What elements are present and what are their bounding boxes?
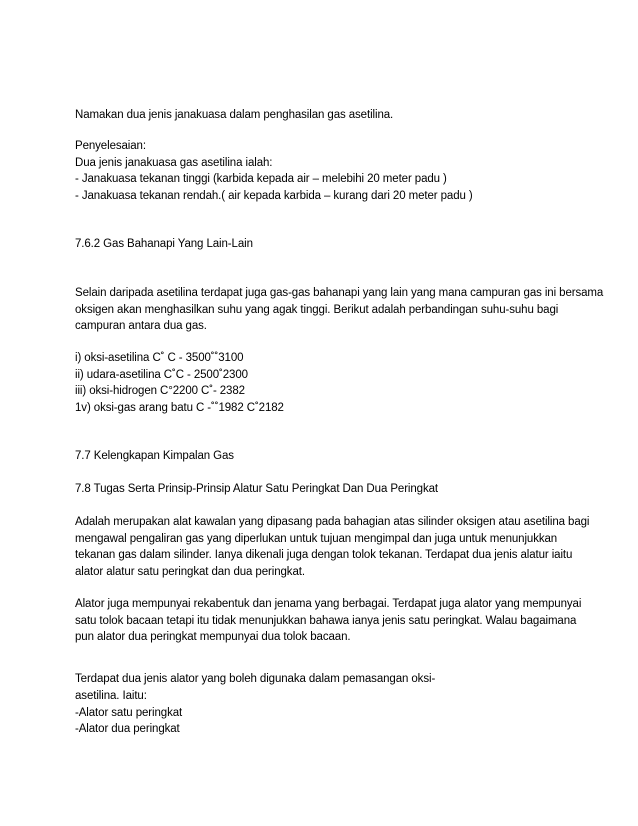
solution-intro: Dua jenis janakuasa gas asetilina ialah:	[75, 157, 273, 169]
solution-heading: Penyelesaian:	[75, 140, 146, 152]
section-762-paragraph-line: campuran antara dua gas.	[75, 320, 207, 332]
temperature-list-item: iii) oksi-hidrogen C°2200 C˚- 2382	[75, 385, 245, 397]
section-78-paragraph1-line: alator alatur satu peringkat dan dua peringkat.	[75, 566, 305, 578]
section-78-paragraph3-line: asetilina. Iaitu:	[75, 690, 147, 702]
temperature-list-item: i) oksi-asetilina C˚ C - 3500˚˚3100	[75, 352, 244, 364]
section-78-paragraph2-line: Alator juga mempunyai rekabentuk dan jenama yang berbagai. Terdapat juga alator yang mempunyai	[75, 598, 582, 610]
generator-low-pressure-item: - Janakuasa tekanan rendah.( air kepada karbida – kurang dari 20 meter padu )	[75, 190, 473, 202]
section-77-heading: 7.7 Kelengkapan Kimpalan Gas	[75, 450, 234, 462]
generator-high-pressure-item: - Janakuasa tekanan tinggi (karbida kepada air – melebihi 20 meter padu )	[75, 173, 447, 185]
section-78-paragraph1-line: tekanan gas dalam silinder. Ianya dikenali juga dengan tolok tekanan. Terdapat dua jenis alatur iaitu	[75, 549, 573, 561]
section-78-heading: 7.8 Tugas Serta Prinsip-Prinsip Alatur Satu Peringkat Dan Dua Peringkat	[75, 483, 439, 495]
section-762-paragraph-line: oksigen akan menghasilkan suhu yang agak tinggi. Berikut adalah perbandingan suhu-suhu bagi	[75, 304, 559, 316]
regulator-type-item: -Alator satu peringkat	[75, 707, 183, 719]
section-78-paragraph1-line: mengawal pengaliran gas yang diperlukan untuk tujuan mengimpal dan juga untuk menunjukkan	[75, 533, 558, 545]
temperature-list-item: ii) udara-asetilina C˚C - 2500˚2300	[75, 369, 248, 381]
section-78-paragraph1-line: Adalah merupakan alat kawalan yang dipasang pada bahagian atas silinder oksigen atau asetilina bagi	[75, 516, 590, 528]
temperature-list-item: 1v) oksi-gas arang batu C -˚˚1982 C˚2182	[75, 402, 284, 414]
section-78-paragraph3-line: Terdapat dua jenis alator yang boleh digunaka dalam pemasangan oksi-	[75, 673, 436, 685]
section-762-paragraph-line: Selain daripada asetilina terdapat juga gas-gas bahanapi yang lain yang mana campuran gas ini bersama	[75, 287, 604, 299]
regulator-type-item: -Alator dua peringkat	[75, 723, 180, 735]
section-78-paragraph2-line: satu tolok bacaan tetapi itu tidak menunjukkan bahawa ianya jenis satu peringkat. Walau bagaimana	[75, 615, 577, 627]
question-line: Namakan dua jenis janakuasa dalam penghasilan gas asetilina.	[75, 109, 394, 121]
section-762-heading: 7.6.2 Gas Bahanapi Yang Lain-Lain	[75, 238, 253, 250]
section-78-paragraph2-line: pun alator dua peringkat mempunyai dua tolok bacaan.	[75, 631, 351, 643]
